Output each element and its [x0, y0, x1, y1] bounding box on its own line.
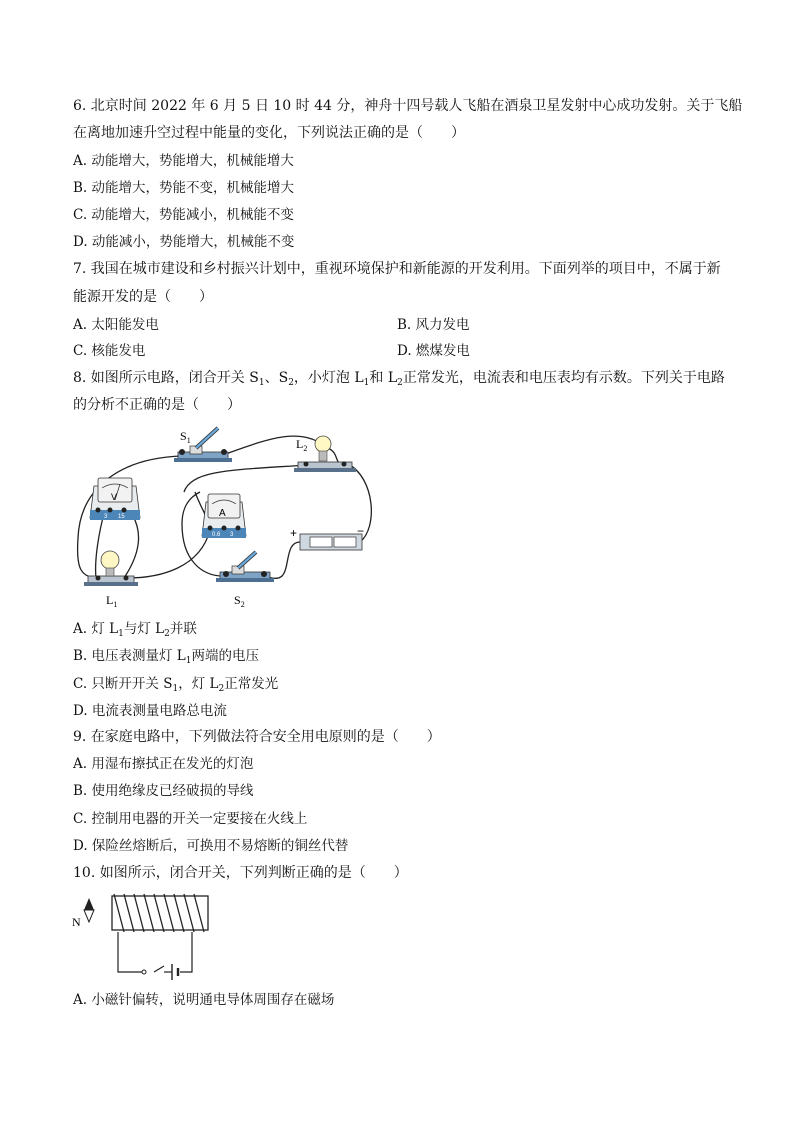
voltmeter-symbol: V: [111, 492, 118, 502]
ammeter-terminal-0-6: 0.6: [212, 532, 221, 538]
q7-stem-line1: 7. 我国在城市建设和乡村振兴计划中，重视环境保护和新能源的开发利用。下面列举的项目中，不属于新: [73, 261, 721, 277]
label-l1: $L_1$: [106, 593, 118, 609]
q7-option-d: D. 燃煤发电: [397, 343, 470, 359]
battery: [290, 524, 364, 550]
q10-stem: 10. 如图所示，闭合开关，下列判断正确的是（ ）: [73, 865, 408, 881]
ammeter-terminal-3: 3: [230, 532, 234, 538]
q9-stem: 9. 在家庭电路中，下列做法符合安全用电原则的是（ ）: [73, 729, 441, 745]
label-l2: $L_2$: [296, 437, 308, 453]
q9-option-b: B. 使用绝缘皮已经破损的导线: [73, 783, 254, 799]
label-s2: $S_2$: [234, 593, 245, 609]
battery-negative: −: [357, 524, 365, 538]
north-pole-label: N: [72, 915, 81, 929]
ammeter-symbol: A: [219, 508, 226, 519]
voltmeter-terminal-3: 3: [104, 514, 108, 520]
switch-s2: [216, 552, 274, 609]
q6-option-c: C. 动能增大，势能减小，机械能不变: [73, 207, 294, 223]
q7-option-c: C. 核能发电: [73, 343, 146, 359]
q6-option-a: A. 动能增大，势能增大，机械能增大: [73, 153, 294, 169]
voltmeter: [90, 478, 140, 520]
q8-option-a: A. 灯 $L_1$与灯 $L_2$并联: [73, 621, 197, 639]
q8-option-c: C. 只断开开关 $S_1$，灯 $L_2$正常发光: [73, 676, 279, 694]
q7-option-b: B. 风力发电: [397, 317, 470, 333]
battery-positive: +: [290, 526, 298, 540]
circuit-diagram: [60, 418, 390, 618]
q6-stem-line2: 在离地加速升空过程中能量的变化，下列说法正确的是（ ）: [73, 125, 465, 141]
q9-option-d: D. 保险丝熔断后，可换用不易熔断的铜丝代替: [73, 838, 349, 854]
q8-option-d: D. 电流表测量电路总电流: [73, 703, 227, 719]
q6-stem-line1: 6. 北京时间 2022 年 6 月 5 日 10 时 44 分，神舟十四号载人飞船在酒泉卫星发射中心成功发射。关于飞船: [73, 98, 743, 114]
voltmeter-terminal-15: 15: [118, 514, 125, 520]
q7-option-a: A. 太阳能发电: [73, 317, 159, 333]
q9-option-c: C. 控制用电器的开关一定要接在火线上: [73, 811, 308, 827]
q8-stem-line1: 8. 如图所示电路，闭合开关 $S_1$、$S_2$，小灯泡 $L_1$和 $L_2$正常发光，电流表和电压表均有示数。下列关于电路: [73, 370, 725, 388]
ammeter: [202, 494, 246, 538]
q7-stem-line2: 能源开发的是（ ）: [73, 289, 213, 305]
switch-s1: [174, 428, 232, 462]
label-s1: $S_1$: [180, 429, 191, 445]
lamp-l1: [84, 551, 138, 609]
q6-option-b: B. 动能增大，势能不变，机械能增大: [73, 180, 295, 196]
q10-option-a: A. 小磁针偏转，说明通电导体周围存在磁场: [73, 992, 335, 1008]
lamp-l2: [294, 436, 356, 472]
solenoid-diagram: [68, 886, 218, 980]
q9-option-a: A. 用湿布擦拭正在发光的灯泡: [73, 756, 254, 772]
q8-stem-line2: 的分析不正确的是（ ）: [73, 397, 241, 413]
q6-option-d: D. 动能减小，势能增大，机械能不变: [73, 234, 295, 250]
compass-needle-icon: [84, 898, 94, 922]
q8-option-b: B. 电压表测量灯 $L_1$两端的电压: [73, 648, 259, 666]
